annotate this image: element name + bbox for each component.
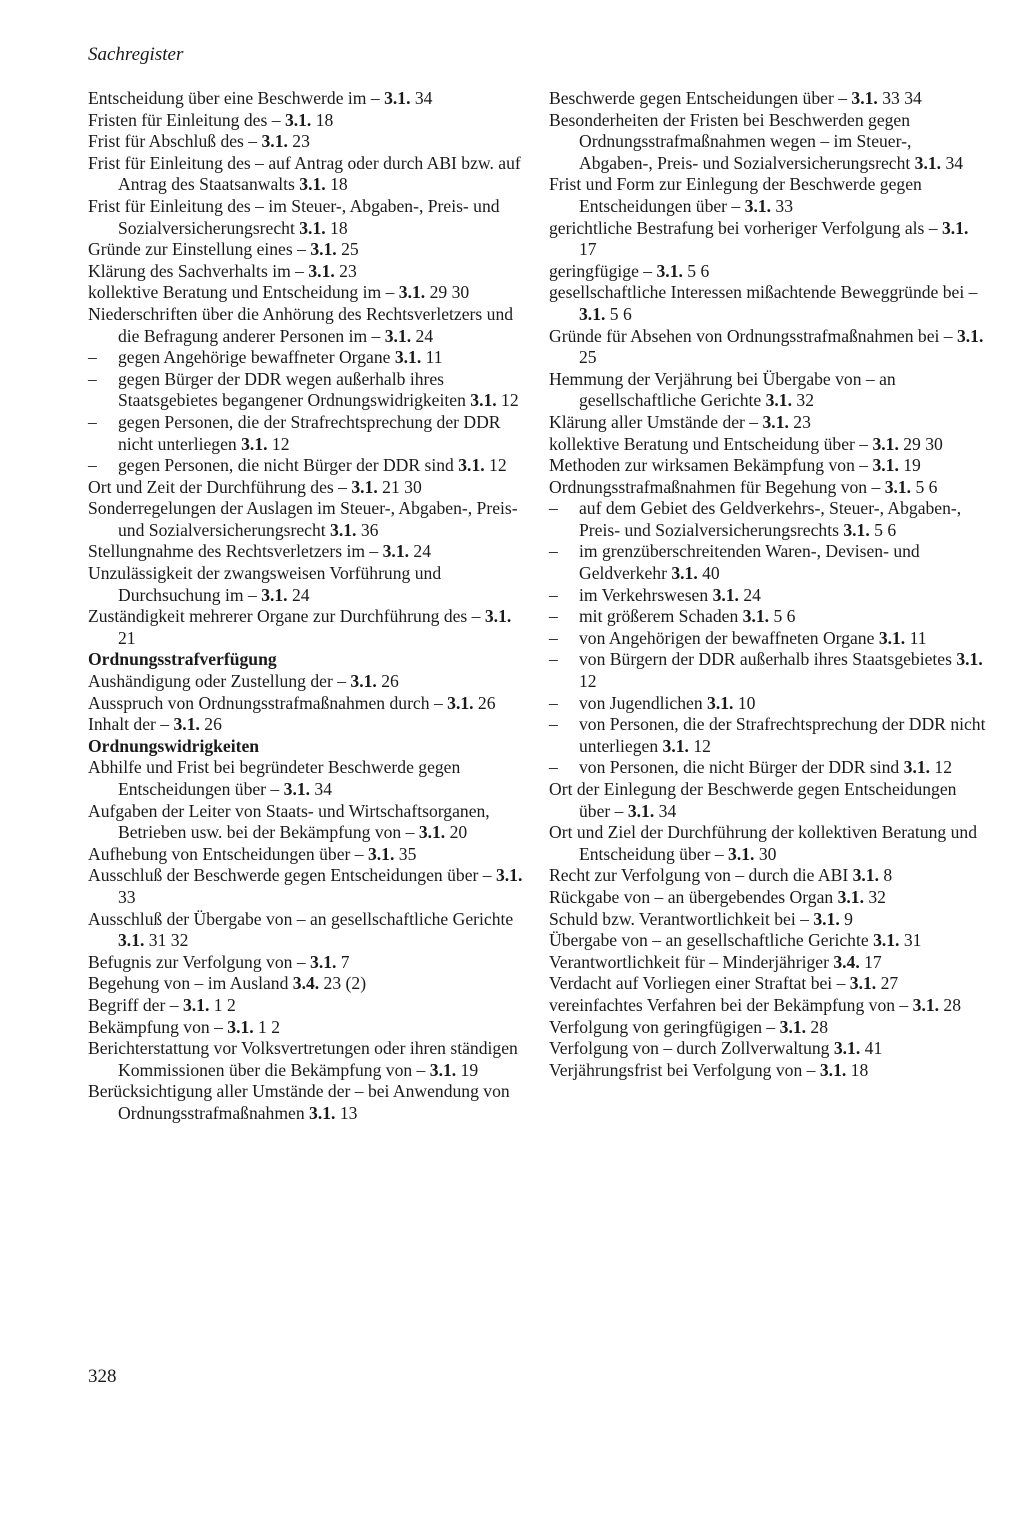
entry-pages: 12 <box>688 735 711 756</box>
entry-pages: 9 <box>839 908 853 929</box>
entry-text: Ausspruch von Ordnungsstrafmaßnahmen durch – <box>88 692 448 713</box>
entry-section-ref: 3.1. <box>241 433 268 454</box>
entry-section-ref: 3.1. <box>872 433 899 454</box>
entry-section-ref: 3.1. <box>878 627 906 648</box>
entry-section-ref: 3.1. <box>742 606 770 627</box>
entry-text: auf dem Gebiet des Geldverkehrs-, Steuer-, Abgaben-, Preis- und Sozialversicherungsrechts <box>579 498 962 540</box>
entry-text: Fristen für Einleitung des – <box>88 109 285 130</box>
entry-text: Ausschluß der Übergabe von – an gesellschaftliche Gerichte <box>88 908 514 929</box>
entry-section-ref: 3.1. <box>118 930 145 951</box>
index-entry <box>549 973 987 995</box>
entry-text: Berichterstattung vor Volksvertretungen oder ihren ständigen Kommissionen über die Bekämpfung von – <box>88 1038 518 1080</box>
index-entry <box>88 304 528 347</box>
entry-section-ref: 3.1. <box>418 822 446 843</box>
index-entry <box>88 952 528 974</box>
entry-text: Aufhebung von Entscheidungen über – <box>88 843 368 864</box>
entry-pages: 32 <box>792 390 814 411</box>
entry-section-ref: 3.4. <box>833 951 860 972</box>
page-number: 328 <box>88 1366 117 1387</box>
entry-text: Übergabe von – an gesellschaftliche Gerichte <box>549 930 874 951</box>
entry-text: gegen Personen, die nicht Bürger der DDR sind <box>118 455 459 476</box>
entry-pages: 13 <box>335 1102 358 1123</box>
entry-text: Stellungnahme des Rechtsverletzers im – <box>88 541 383 562</box>
entry-pages: 7 <box>336 951 350 972</box>
subentry-dash: – <box>549 606 558 627</box>
entry-section-ref: 3.1. <box>330 519 357 540</box>
entry-text: Befugnis zur Verfolgung von – <box>88 951 311 972</box>
entry-section-ref: 3.1. <box>712 584 739 605</box>
index-entry <box>549 1017 987 1039</box>
index-subentry <box>549 541 987 584</box>
index-entry <box>88 477 528 499</box>
index-entry <box>549 326 987 369</box>
entry-pages: 12 <box>496 390 519 411</box>
entry-pages: 24 <box>411 325 434 346</box>
index-heading: Ordnungswidrigkeiten <box>88 735 260 756</box>
entry-text: von Bürgern der DDR außerhalb ihres Staatsgebietes <box>579 649 957 670</box>
entry-pages: 31 32 <box>144 930 189 951</box>
entry-text: Beschwerde gegen Entscheidungen über – <box>549 88 852 108</box>
index-entry <box>549 369 987 412</box>
entry-section-ref: 3.1. <box>728 843 755 864</box>
subentry-dash: – <box>549 498 558 519</box>
index-subentry <box>549 757 987 779</box>
entry-section-ref: 3.1. <box>912 994 940 1015</box>
entry-text: Ausschluß der Beschwerde gegen Entscheidungen über – <box>88 865 496 886</box>
index-entry <box>549 455 987 477</box>
index-subentry <box>549 585 987 607</box>
index-column-right <box>549 88 987 1081</box>
entry-text: Schuld bzw. Verantwortlichkeit bei – <box>549 908 814 929</box>
entry-text: von Angehörigen der bewaffneten Organe <box>579 627 879 648</box>
entry-pages: 18 <box>325 174 348 195</box>
index-entry <box>88 995 528 1017</box>
entry-pages: 5 6 <box>911 476 938 497</box>
entry-section-ref: 3.1. <box>384 325 412 346</box>
entry-pages: 12 <box>484 455 507 476</box>
subentry-dash: – <box>88 411 97 432</box>
entry-section-ref: 3.1. <box>956 325 984 346</box>
entry-text: Ort und Ziel der Durchführung der kollektiven Beratung und Entscheidung über – <box>549 822 977 864</box>
entry-pages: 24 <box>287 584 310 605</box>
entry-text: Ort der Einlegung der Beschwerde gegen Entscheidungen über – <box>549 779 957 821</box>
subentry-dash: – <box>549 649 558 670</box>
index-entry <box>88 563 528 606</box>
entry-text: Verfolgung von – durch Zollverwaltung <box>549 1038 834 1059</box>
entry-text: im grenzüberschreitenden Waren-, Devisen- und Geldverkehr <box>579 541 920 584</box>
index-entry <box>88 153 528 196</box>
index-entry <box>88 1038 528 1081</box>
index-entry <box>549 865 987 887</box>
entry-section-ref: 3.1. <box>833 1038 861 1059</box>
entry-text: Recht zur Verfolgung von – durch die ABI <box>549 865 853 886</box>
index-entry <box>88 1017 528 1039</box>
index-entry <box>549 1038 987 1060</box>
entry-pages: 11 <box>905 627 927 648</box>
entry-pages: 23 (2) <box>319 973 367 994</box>
index-entry <box>549 822 987 865</box>
entry-pages: 18 <box>325 217 348 238</box>
entry-text: Frist für Einleitung des – auf Antrag oder durch ABI bzw. auf Antrag des Staatsanwalts <box>88 152 521 195</box>
entry-text: Gründe für Absehen von Ordnungsstrafmaßnahmen bei – <box>549 325 957 346</box>
entry-text: Ordnungsstrafmaßnahmen für Begehung von – <box>549 476 885 497</box>
entry-text: Verjährungsfrist bei Verfolgung von – <box>549 1059 820 1080</box>
entry-pages: 26 <box>199 714 222 735</box>
entry-pages: 11 <box>421 347 443 368</box>
entry-section-ref: 3.1. <box>182 994 210 1015</box>
subentry-dash: – <box>549 541 558 562</box>
entry-pages: 24 <box>738 584 761 605</box>
entry-pages: 1 2 <box>253 1016 281 1037</box>
entry-section-ref: 3.1. <box>350 671 377 692</box>
entry-section-ref: 3.1. <box>308 260 335 281</box>
index-entry <box>88 541 528 563</box>
entry-text: mit größerem Schaden <box>579 606 743 627</box>
entry-section-ref: 3.1. <box>579 303 606 324</box>
entry-pages: 5 6 <box>605 303 632 324</box>
index-entry <box>549 952 987 974</box>
entry-section-ref: 3.1. <box>367 843 395 864</box>
entry-text: geringfügige – <box>549 260 657 281</box>
entry-section-ref: 3.1. <box>299 217 326 238</box>
index-subentry <box>549 628 987 650</box>
index-entry <box>549 110 987 175</box>
entry-text: im Verkehrswesen <box>579 584 713 605</box>
entry-section-ref: 3.1. <box>447 692 474 713</box>
entry-text: Klärung aller Umstände der – <box>549 411 763 432</box>
entry-section-ref: 3.1. <box>852 865 879 886</box>
index-entry <box>549 477 987 499</box>
entry-pages: 29 30 <box>898 433 943 454</box>
index-entry <box>88 909 528 952</box>
index-entry <box>88 1081 528 1124</box>
subentry-dash: – <box>88 368 97 389</box>
entry-section-ref: 3.1. <box>956 649 983 670</box>
entry-text: gesellschaftliche Interessen mißachtende Beweggründe bei – <box>549 282 978 303</box>
entry-section-ref: 3.1. <box>284 109 312 130</box>
entry-pages: 12 <box>930 757 953 778</box>
entry-text: von Personen, die der Strafrechtsprechung der DDR nicht unterliegen <box>579 714 986 756</box>
entry-pages: 28 <box>939 994 962 1015</box>
entry-text: Ort und Zeit der Durchführung des – <box>88 476 352 497</box>
entry-section-ref: 3.1. <box>872 455 899 476</box>
entry-pages: 33 <box>118 886 136 907</box>
index-entry <box>549 909 987 931</box>
entry-pages: 28 <box>806 1016 829 1037</box>
entry-section-ref: 3.1. <box>873 930 900 951</box>
entry-pages: 12 <box>579 671 597 692</box>
subentry-dash: – <box>88 455 97 476</box>
entry-section-ref: 3.1. <box>227 1016 254 1037</box>
entry-pages: 10 <box>733 692 756 713</box>
subentry-dash: – <box>549 692 558 713</box>
entry-text: Niederschriften über die Anhörung des Rechtsverletzers und die Befragung anderer Personen im – <box>88 303 514 346</box>
index-entry <box>549 434 987 456</box>
entry-text: Methoden zur wirksamen Bekämpfung von – <box>549 455 873 476</box>
index-subentry <box>549 649 987 692</box>
subentry-dash: – <box>549 584 558 605</box>
entry-text: Verdacht auf Vorliegen einer Straftat bei – <box>549 973 850 994</box>
entry-section-ref: 3.1. <box>744 195 772 216</box>
entry-pages: 34 <box>410 88 433 108</box>
entry-section-ref: 3.1. <box>662 735 689 756</box>
index-subentry <box>549 714 987 757</box>
index-entry <box>549 88 987 110</box>
entry-section-ref: 3.1. <box>398 282 426 303</box>
entry-pages: 21 <box>118 627 136 648</box>
entry-text: Inhalt der – <box>88 714 174 735</box>
index-entry <box>88 131 528 153</box>
entry-text: von Personen, die nicht Bürger der DDR sind <box>579 757 904 778</box>
entry-section-ref: 3.1. <box>914 152 942 173</box>
subentry-dash: – <box>549 714 558 735</box>
entry-section-ref: 3.1. <box>382 541 410 562</box>
entry-section-ref: 3.1. <box>283 779 311 799</box>
entry-pages: 32 <box>863 886 886 907</box>
subentry-dash: – <box>549 757 558 778</box>
entry-pages: 25 <box>579 347 597 368</box>
entry-section-ref: 3.1. <box>941 217 969 238</box>
entry-text: Begriff der – <box>88 994 183 1015</box>
index-entry <box>88 757 528 800</box>
entry-pages: 41 <box>860 1038 883 1059</box>
entry-pages: 19 <box>456 1059 479 1080</box>
entry-pages: 34 <box>310 779 333 799</box>
index-entry <box>549 261 987 283</box>
entry-section-ref: 3.1. <box>884 476 912 497</box>
entry-text: Gründe zur Einstellung eines – <box>88 239 311 260</box>
page-header: Sachregister <box>88 44 184 65</box>
entry-section-ref: 3.1. <box>837 886 864 907</box>
entry-text: Aushändigung oder Zustellung der – <box>88 671 351 692</box>
index-entry <box>88 844 528 866</box>
entry-section-ref: 3.1. <box>819 1059 847 1080</box>
entry-section-ref: 3.1. <box>656 260 683 281</box>
index-entry <box>549 930 987 952</box>
index-entry <box>88 693 528 715</box>
entry-section-ref: 3.1. <box>779 1016 807 1037</box>
entry-text: gegen Personen, die der Strafrechtsprechung der DDR nicht unterliegen <box>118 411 501 454</box>
index-subentry <box>549 693 987 715</box>
entry-pages: 27 <box>876 973 899 994</box>
entry-pages: 25 <box>336 239 359 260</box>
entry-section-ref: 3.1. <box>484 606 512 627</box>
entry-pages: 19 <box>898 455 921 476</box>
entry-pages: 35 <box>394 843 417 864</box>
entry-section-ref: 3.1. <box>310 239 337 260</box>
entry-pages: 34 <box>941 152 964 173</box>
index-entry <box>88 110 528 132</box>
entry-section-ref: 3.1. <box>671 563 698 584</box>
entry-section-ref: 3.1. <box>851 88 878 108</box>
entry-section-ref: 3.1. <box>429 1059 457 1080</box>
index-subentry <box>88 412 528 455</box>
entry-section-ref: 3.1. <box>458 455 485 476</box>
entry-pages: 12 <box>267 433 290 454</box>
entry-pages: 31 <box>899 930 922 951</box>
entry-text: Bekämpfung von – <box>88 1016 228 1037</box>
entry-section-ref: 3.1. <box>384 88 411 108</box>
entry-pages: 26 <box>376 671 399 692</box>
index-entry <box>88 714 528 736</box>
index-entry <box>88 239 528 261</box>
entry-pages: 33 <box>771 195 794 216</box>
index-entry <box>88 671 528 693</box>
entry-text: Berücksichtigung aller Umstände der – bei Anwendung von Ordnungsstrafmaßnahmen <box>88 1081 510 1123</box>
entry-text: Abhilfe und Frist bei begründeter Beschwerde gegen Entscheidungen über – <box>88 757 461 799</box>
entry-section-ref: 3.1. <box>495 865 523 886</box>
entry-pages: 1 2 <box>209 994 236 1015</box>
entry-text: Frist für Abschluß des – <box>88 131 262 152</box>
index-entry <box>549 412 987 434</box>
entry-text: Klärung des Sachverhalts im – <box>88 260 309 281</box>
entry-section-ref: 3.1. <box>707 692 734 713</box>
entry-section-ref: 3.1. <box>765 390 792 411</box>
subentry-dash: – <box>549 627 558 648</box>
entry-pages: 20 <box>445 822 468 843</box>
entry-text: Frist für Einleitung des – im Steuer-, Abgaben-, Preis- und Sozialversicherungsrecht <box>88 195 500 238</box>
entry-pages: 5 6 <box>869 519 897 540</box>
entry-pages: 40 <box>697 563 720 584</box>
index-entry <box>549 174 987 217</box>
entry-section-ref: 3.1. <box>470 390 497 411</box>
entry-section-ref: 3.1. <box>261 584 288 605</box>
entry-section-ref: 3.1. <box>310 951 337 972</box>
entry-text: Rückgabe von – an übergebendes Organ <box>549 886 838 907</box>
index-subentry <box>88 369 528 412</box>
entry-section-ref: 3.1. <box>309 1102 336 1123</box>
entry-pages: 36 <box>356 519 379 540</box>
entry-text: Zuständigkeit mehrerer Organe zur Durchführung des – <box>88 606 485 627</box>
entry-pages: 23 <box>334 260 357 281</box>
entry-section-ref: 3.1. <box>849 973 877 994</box>
index-entry <box>549 1060 987 1082</box>
entry-pages: 26 <box>473 692 496 713</box>
entry-section-ref: 3.1. <box>351 476 378 497</box>
index-entry <box>88 261 528 283</box>
entry-text: gegen Bürger der DDR wegen außerhalb ihres Staatsgebietes begangener Ordnungswidrigkeiten <box>118 368 471 411</box>
entry-pages: 33 34 <box>877 88 922 108</box>
entry-pages: 34 <box>654 800 677 821</box>
entry-section-ref: 3.1. <box>299 174 326 195</box>
index-heading: Ordnungsstrafverfügung <box>88 649 277 670</box>
entry-pages: 8 <box>879 865 893 886</box>
entry-section-ref: 3.1. <box>813 908 840 929</box>
index-entry <box>549 779 987 822</box>
entry-pages: 30 <box>754 843 777 864</box>
entry-text: Begehung von – im Ausland <box>88 973 293 994</box>
index-column-left <box>88 88 528 1125</box>
entry-text: gegen Angehörige bewaffneter Organe <box>118 347 395 368</box>
entry-pages: 21 30 <box>377 476 422 497</box>
entry-text: Sonderregelungen der Auslagen im Steuer-, Abgaben-, Preis- und Sozialversicherungsrecht <box>88 498 518 540</box>
index-entry <box>549 218 987 261</box>
entry-pages: 23 <box>287 131 310 152</box>
index-subentry <box>88 347 528 369</box>
entry-text: vereinfachtes Verfahren bei der Bekämpfung von – <box>549 994 913 1015</box>
entry-pages: 23 <box>788 411 811 432</box>
entry-text: Entscheidung über eine Beschwerde im – <box>88 88 385 108</box>
entry-pages: 29 30 <box>425 282 470 303</box>
entry-section-ref: 3.1. <box>627 800 655 821</box>
entry-pages: 24 <box>409 541 432 562</box>
entry-pages: 18 <box>846 1059 869 1080</box>
index-entry <box>88 88 528 110</box>
entry-text: von Jugendlichen <box>579 692 708 713</box>
index-entry <box>88 196 528 239</box>
entry-pages: 17 <box>579 239 597 260</box>
subentry-dash: – <box>88 347 97 368</box>
entry-pages: 5 6 <box>769 606 796 627</box>
entry-pages: 18 <box>311 109 334 130</box>
index-entry <box>88 498 528 541</box>
entry-pages: 17 <box>859 951 882 972</box>
entry-text: Verfolgung von geringfügigen – <box>549 1016 780 1037</box>
entry-text: Aufgaben der Leiter von Staats- und Wirtschaftsorganen, Betrieben usw. bei der Bekämpfung von – <box>88 800 490 843</box>
entry-section-ref: 3.1. <box>394 347 422 368</box>
index-entry <box>88 606 528 649</box>
index-entry <box>88 973 528 995</box>
entry-text: gerichtliche Bestrafung bei vorheriger Verfolgung als – <box>549 217 942 238</box>
entry-text: kollektive Beratung und Entscheidung über – <box>549 433 873 454</box>
index-entry <box>549 887 987 909</box>
entry-pages: 5 6 <box>682 260 710 281</box>
entry-section-ref: 3.1. <box>173 714 200 735</box>
entry-section-ref: 3.1. <box>261 131 288 152</box>
entry-text: kollektive Beratung und Entscheidung im – <box>88 282 399 303</box>
entry-text: Besonderheiten der Fristen bei Beschwerden gegen Ordnungsstrafmaßnahmen wegen – im Steuer-, Abgaben-, Preis- und Sozialversicherungsrecht <box>549 109 915 173</box>
index-entry <box>88 282 528 304</box>
entry-section-ref: 3.4. <box>292 973 320 994</box>
index-entry <box>549 995 987 1017</box>
entry-section-ref: 3.1. <box>903 757 931 778</box>
index-entry <box>88 801 528 844</box>
index-entry <box>549 282 987 325</box>
index-subentry <box>549 498 987 541</box>
entry-text: Unzulässigkeit der zwangsweisen Vorführung und Durchsuchung im – <box>88 563 442 605</box>
index-subentry <box>88 455 528 477</box>
entry-text: Verantwortlichkeit für – Minderjähriger <box>549 951 834 972</box>
index-subentry <box>549 606 987 628</box>
entry-section-ref: 3.1. <box>762 411 789 432</box>
index-entry <box>88 865 528 908</box>
entry-section-ref: 3.1. <box>843 519 870 540</box>
entry-text: Frist und Form zur Einlegung der Beschwerde gegen Entscheidungen über – <box>549 174 922 216</box>
entry-text: Hemmung der Verjährung bei Übergabe von – an gesellschaftliche Gerichte <box>549 368 896 411</box>
